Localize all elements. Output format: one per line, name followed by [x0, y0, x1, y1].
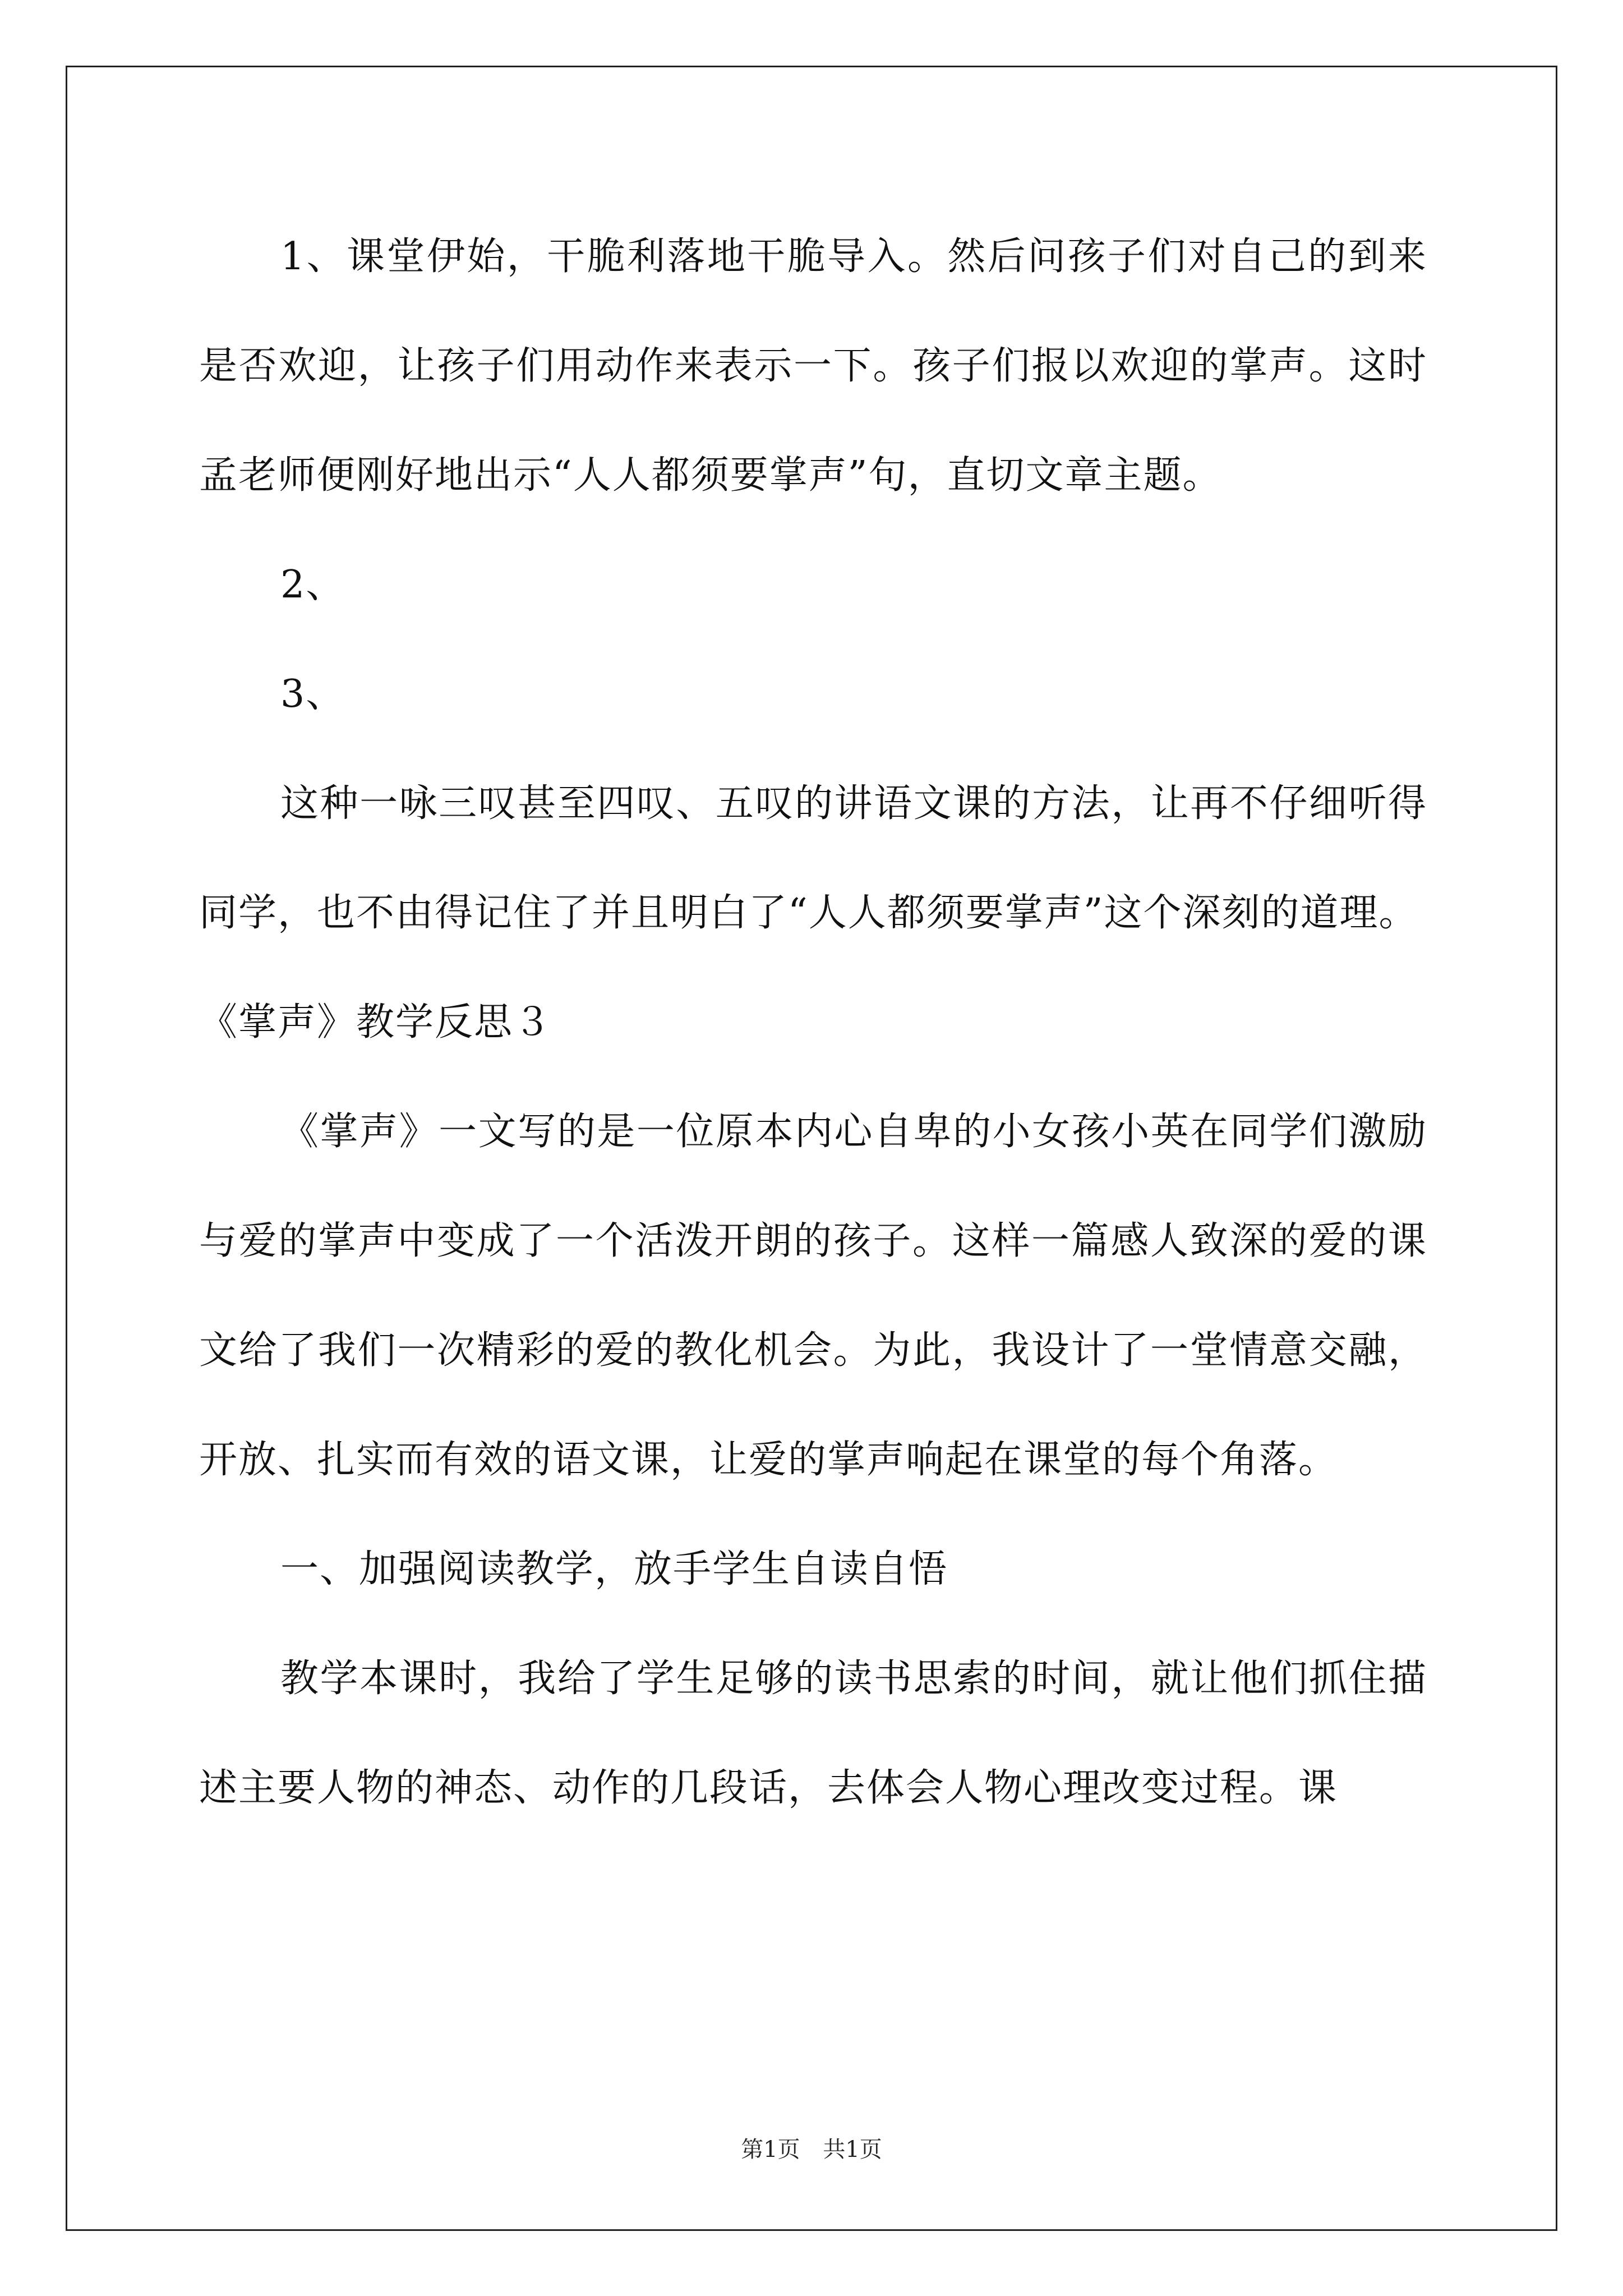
paragraph: 一、加强阅读教学，放手学生自读自悟 [280, 1547, 948, 1591]
page-number: 第1页 [741, 2137, 800, 2162]
paragraph: 教学本课时，我给了学生足够的读书思索的时间，就让他们抓住描述主要人物的神态、动作的几段话，去体会人物心理改变过程。课 [199, 1657, 1427, 1810]
section-heading: 《掌声》教学反思３ [199, 1000, 553, 1045]
paragraph: 2、 [280, 563, 345, 607]
page-footer [0, 2132, 1623, 2164]
paragraph: 这种一咏三叹甚至四叹、五叹的讲语文课的方法，让再不仔细听得同学，也不由得记住了并且明白了“人人都须要掌声”这个深刻的道理。 [199, 781, 1427, 935]
document-body [199, 202, 1427, 1843]
page-total: 共1页 [823, 2137, 882, 2162]
paragraph: 1、课堂伊始，干脆利落地干脆导入。然后问孩子们对自己的到来是否欢迎，让孩子们用动作来表示一下。孩子们报以欢迎的掌声。这时孟老师便刚好地出示“人人都须要掌声”句，直切文章主题。 [199, 234, 1427, 498]
paragraph: 《掌声》一文写的是一位原本内心自卑的小女孩小英在同学们激励与爱的掌声中变成了一个活泼开朗的孩子。这样一篇感人致深的爱的课文给了我们一次精彩的爱的教化机会。为此，我设计了一堂情意交融，开放、扎实而有效的语文课，让爱的掌声响起在课堂的每个角落。 [199, 1110, 1427, 1482]
paragraph: 3、 [280, 672, 345, 716]
